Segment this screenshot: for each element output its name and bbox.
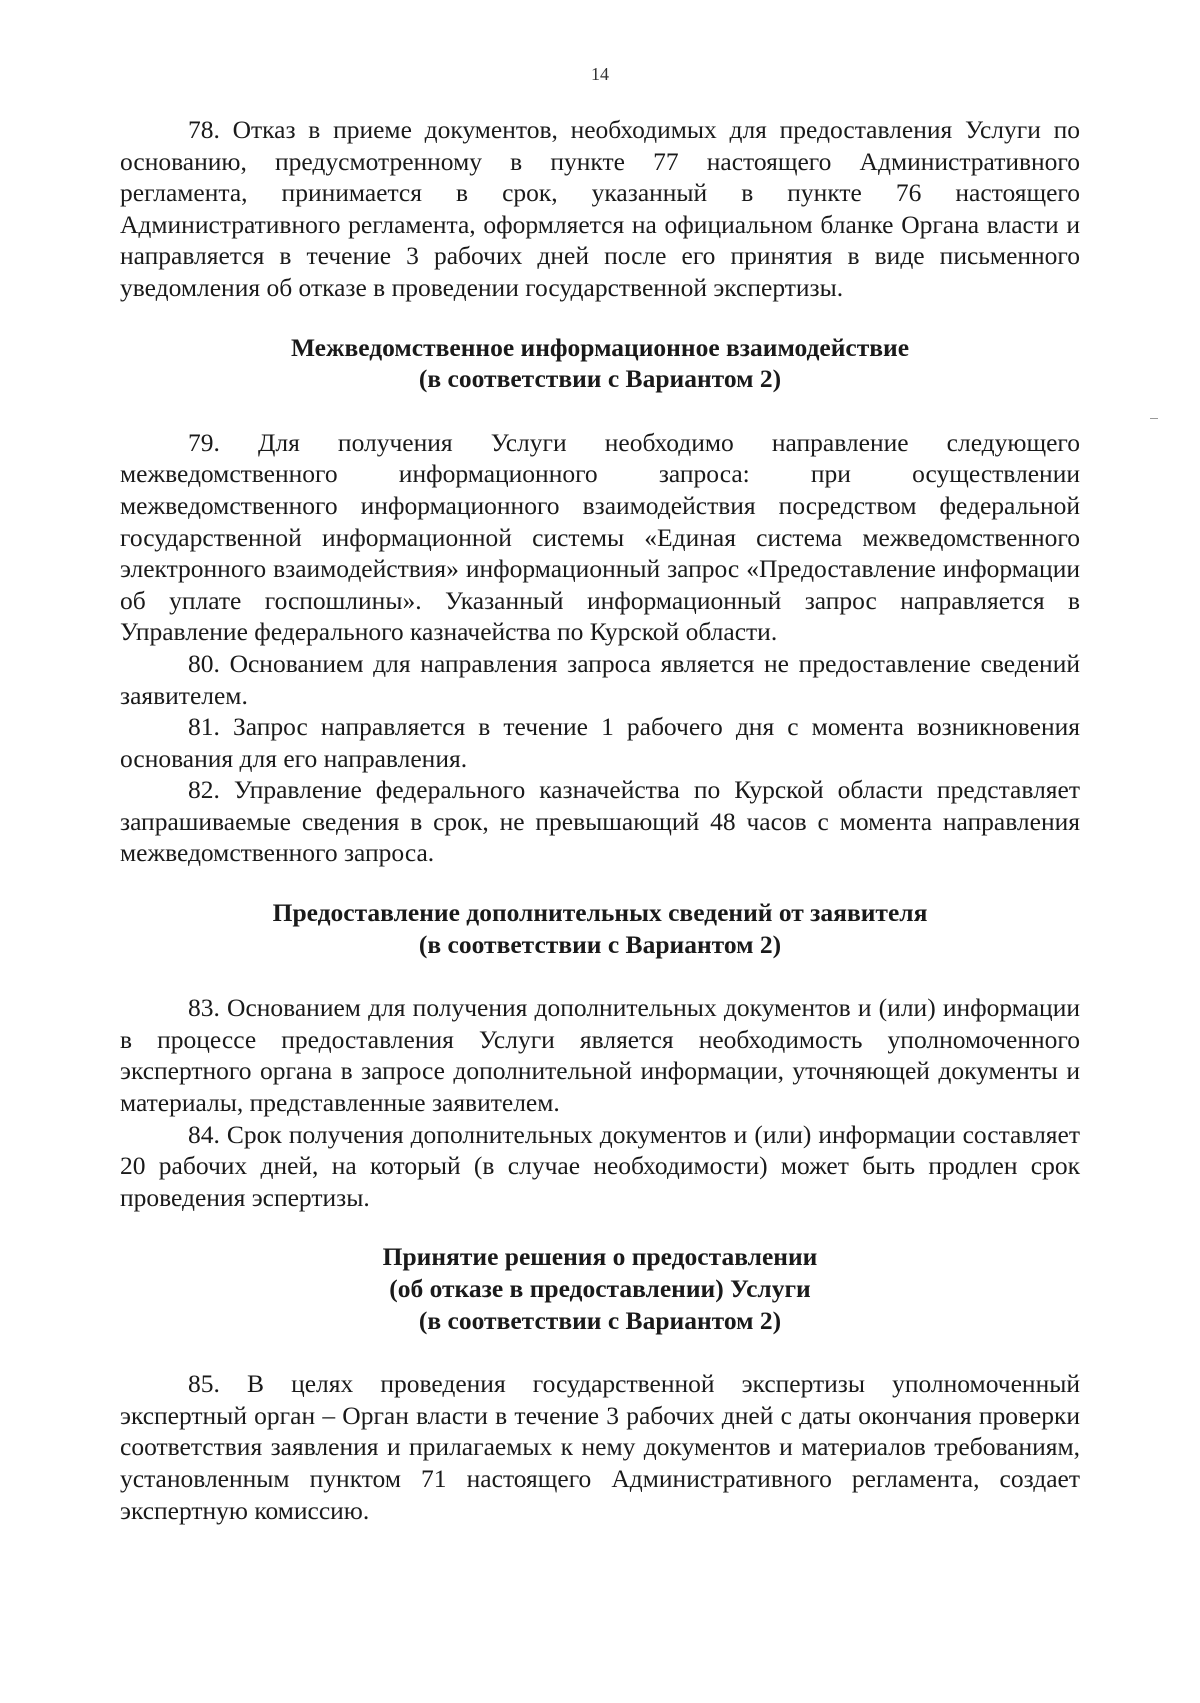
heading-line: (об отказе в предоставлении) Услуги	[389, 1274, 811, 1303]
page-number: 14	[591, 64, 609, 84]
paragraph-80: 80. Основанием для направления запроса является не предоставление сведений заявителем.	[120, 648, 1080, 710]
heading-line: (в соответствии с Вариантом 2)	[418, 929, 782, 959]
heading-line: Межведомственное информационное взаимодействие	[290, 332, 910, 362]
document-body	[120, 114, 1080, 1526]
heading-interagency-interaction	[120, 332, 1080, 395]
heading-additional-info	[120, 897, 1080, 960]
paragraph-84: 84. Срок получения дополнительных документов и (или) информации составляет 20 рабочих дней, на который (в случае необходимости) может быть продлен срок проведения эспертизы.	[120, 1119, 1080, 1212]
scan-artifact-mark	[1150, 418, 1158, 419]
paragraph-85: 85. В целях проведения государственной экспертизы уполномоченный экспертный орган – Орган власти в течение 3 рабочих дней с даты окончания проверки соответствия заявления и прилагаемых к нему документов и материалов требованиям, установленным пунктом 71 настоящего Административного регламента, создает экспертную комиссию.	[120, 1369, 1080, 1525]
paragraph-82: 82. Управление федерального казначейства по Курской области представляет запрашиваемые сведения в срок, не превышающий 48 часов с момента направления межведомственного запроса.	[120, 775, 1080, 868]
heading-line: (в соответствии с Вариантом 2)	[418, 1305, 782, 1335]
paragraph-83: 83. Основанием для получения дополнительных документов и (или) информации в процессе предоставления Услуги является необходимость уполномоченного экспертного органа в запросе дополнительной информации, уточняющей документы и материалы, представленные заявителем.	[120, 993, 1080, 1118]
heading-line: (в соответствии с Вариантом 2)	[418, 364, 782, 394]
paragraph-78: 78. Отказ в приеме документов, необходимых для предоставления Услуги по основанию, предусмотренному в пункте 77 настоящего Административного регламента, принимается в срок, указанный в пункте 76 настоящего Административного регламента, оформляется на официальном бланке Органа власти и направляется в течение 3 рабочих дней после его принятия в виде письменного уведомления об отказе в проведении государственной экспертизы.	[120, 115, 1080, 302]
paragraph-81: 81. Запрос направляется в течение 1 рабочего дня с момента возникновения основания для его направления.	[120, 712, 1080, 773]
heading-decision	[120, 1241, 1080, 1336]
heading-line: Предоставление дополнительных сведений от заявителя	[272, 898, 928, 928]
paragraph-79: 79. Для получения Услуги необходимо направление следующего межведомственного информационного запроса: при осуществлении межведомственного информационного взаимодействия посредством федеральной государственной информационной системы «Единая система межведомственного электронного взаимодействия» информационный запрос «Предоставление информации об уплате госпошлины». Указанный информационный запрос направляется в Управление федерального казначейства по Курской области.	[120, 427, 1080, 647]
heading-line: Принятие решения о предоставлении	[382, 1242, 818, 1272]
